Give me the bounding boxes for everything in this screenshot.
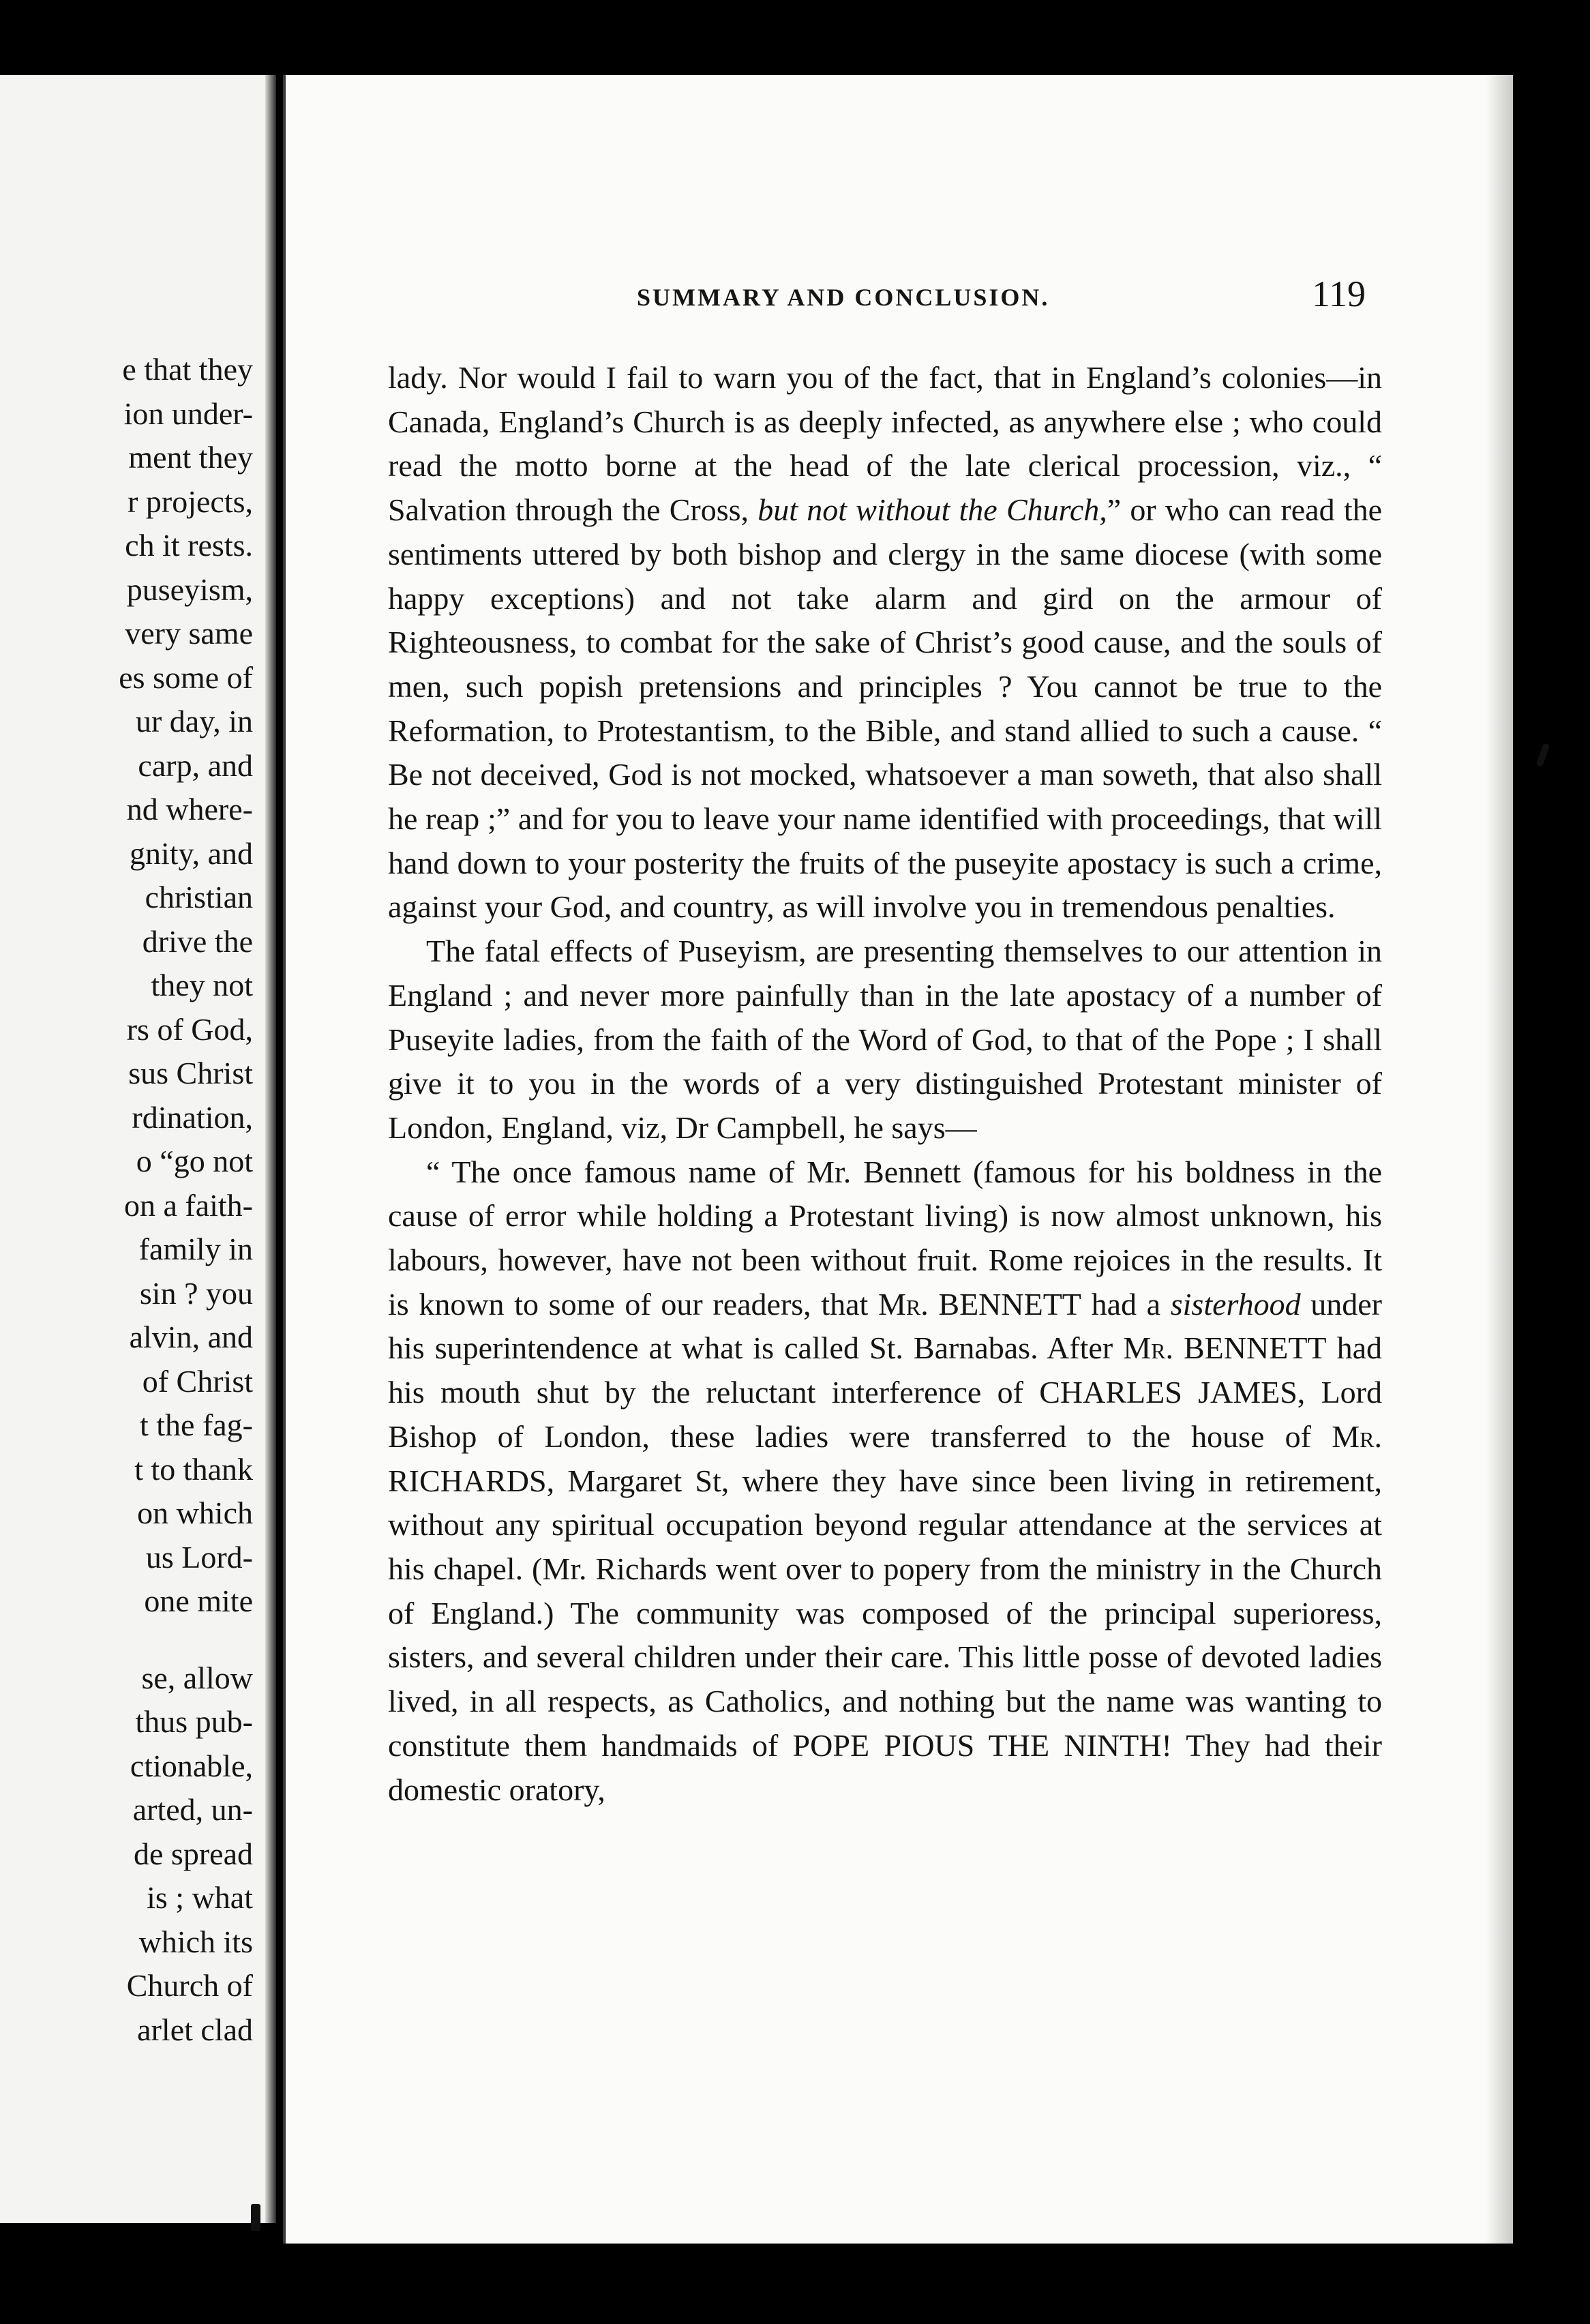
right-page: [283, 75, 1513, 2244]
left-line: rdination,: [132, 1099, 253, 1135]
left-line: ment they: [128, 440, 253, 475]
left-line: one mite: [144, 1583, 253, 1618]
paragraph-2: The fatal effects of Puseyism, are presenting themselves to our attention in England ; and never more painfully than in the late apostacy of a number of Puseyite ladies, from the faith of the Word of God, to that of the Pope ; I shall give it to you in the words of a very distinguished Protestant minister of London, England, viz, Dr Campbell, he says—: [388, 934, 1382, 1145]
left-line: arlet clad: [137, 2012, 253, 2047]
p3-name-richards: Mr. RICHARDS,: [388, 1418, 1382, 1498]
left-line: family in: [138, 1232, 253, 1266]
spine-mark: [251, 2204, 260, 2231]
p3-a: “ The once famous name of Mr. Bennett (famous for his boldness in the cause of error while holding a Protestant living) is now almost unknown, his labours, however, have not been without fruit. Rome rejoices in the results. It is known to some of our readers, that: [388, 1154, 1382, 1322]
p3-name-bennett-1: Mr. BENNETT: [877, 1286, 1081, 1322]
left-line: carp, and: [138, 747, 253, 783]
left-page-text-fragments: [119, 348, 253, 2052]
left-line: christian: [145, 880, 253, 914]
left-line: on which: [137, 1495, 253, 1530]
scan-speck: [1535, 743, 1550, 766]
page-number: 119: [1312, 273, 1366, 314]
p1-end: ” or who can read the sentiments uttered by both bishop and clergy in the same diocese (with some happy exceptions) and not take alarm and gird on the armour of Righteousness, to combat for the sake of Christ’s good cause, and the souls of men, such popish pretensions and principles ? You cannot be true to the Reformation, to Protestantism, to the Bible, and stand allied to such a cause. “ Be not deceived, God is not mocked, whatsoever a man soweth, that also shall he reap ;” and for you to leave your name identified with proceedings, that will hand down to your posterity the fruits of the puseyite apostacy is such a crime, against your God, and country, as will involve you in tremendous penalties.: [388, 492, 1383, 925]
left-line: on a faith-: [123, 1187, 253, 1223]
running-head: SUMMARY AND CONCLUSION.: [637, 284, 1050, 311]
left-line: puseyism,: [126, 571, 253, 607]
paragraph-3: [388, 1150, 1382, 1813]
left-line: alvin, and: [129, 1320, 253, 1354]
left-line: is ; what: [147, 1880, 253, 1915]
left-line: they not: [151, 968, 253, 1002]
book-gutter: [265, 75, 276, 2223]
left-line: se, allow: [141, 1660, 253, 1695]
left-line: ur day, in: [135, 704, 253, 739]
p1-start: lady. Nor would I fail to warn you of the fact, that in England’s colonies—in Canada, England’s Church is as deeply infected, as anywhere else ; who could read the motto borne at the head of the late clerical procession, viz., “ Salvation through the Cross,: [388, 360, 1382, 528]
left-line: rs of God,: [126, 1011, 253, 1047]
left-line: sus Christ: [128, 1056, 253, 1090]
p3-c: under his superintendence at what is called St. Barnabas. After: [388, 1286, 1382, 1366]
left-facing-page: [0, 75, 276, 2223]
left-line: which its: [138, 1924, 253, 1959]
left-line: nd where-: [126, 792, 253, 826]
left-line: us Lord-: [145, 1539, 253, 1575]
left-line: t the fag-: [139, 1407, 253, 1442]
left-line: o “go not: [136, 1144, 253, 1178]
p3-b: had a: [1081, 1286, 1171, 1322]
page-edge-shadow: [1486, 75, 1513, 2244]
p1-italic: but not without the Church,: [758, 492, 1107, 528]
left-line: ch it rests.: [125, 528, 253, 563]
p3-d: had his mouth shut by the reluctant interference of CHARLES JAMES, Lord Bishop of London, these ladies were transferred to the house of: [388, 1330, 1383, 1454]
left-line: de spread: [134, 1836, 253, 1871]
left-line: t to thank: [134, 1451, 253, 1487]
left-line: Church of: [126, 1968, 253, 2003]
left-paragraph-gap: [119, 1624, 253, 1656]
left-line: es some of: [119, 659, 253, 695]
left-line: r projects,: [127, 483, 253, 519]
left-line: gnity, and: [130, 835, 253, 871]
left-line: arted, un-: [132, 1792, 253, 1827]
paragraph-1: [388, 356, 1382, 929]
p3-e: Margaret St, where they have since been living in retirement, without any spiritual occupation beyond regular attendance at the services at his chapel. (Mr. Richards went over to popery from the ministry in the Church of England.) The community was composed of the principal superioress, sisters, and several children under their care. This little posse of devoted ladies lived, in all respects, as Catholics, and nothing but the name was wanting to constitute them handmaids of POPE PIOUS THE NINTH! They had their domestic oratory,: [388, 1463, 1382, 1807]
p3-italic-sisterhood: sisterhood: [1170, 1286, 1301, 1322]
left-line: ion under-: [123, 396, 253, 431]
left-line: of Christ: [142, 1363, 253, 1399]
left-line: very same: [125, 616, 253, 651]
left-line: ctionable,: [130, 1748, 253, 1783]
left-line: drive the: [142, 923, 253, 959]
p3-name-bennett-2: Mr. BENNETT: [1123, 1330, 1327, 1366]
left-line: sin ? you: [139, 1275, 253, 1311]
body-text: [388, 356, 1382, 1812]
left-line: thus pub-: [135, 1704, 253, 1739]
left-line: e that they: [122, 352, 253, 387]
